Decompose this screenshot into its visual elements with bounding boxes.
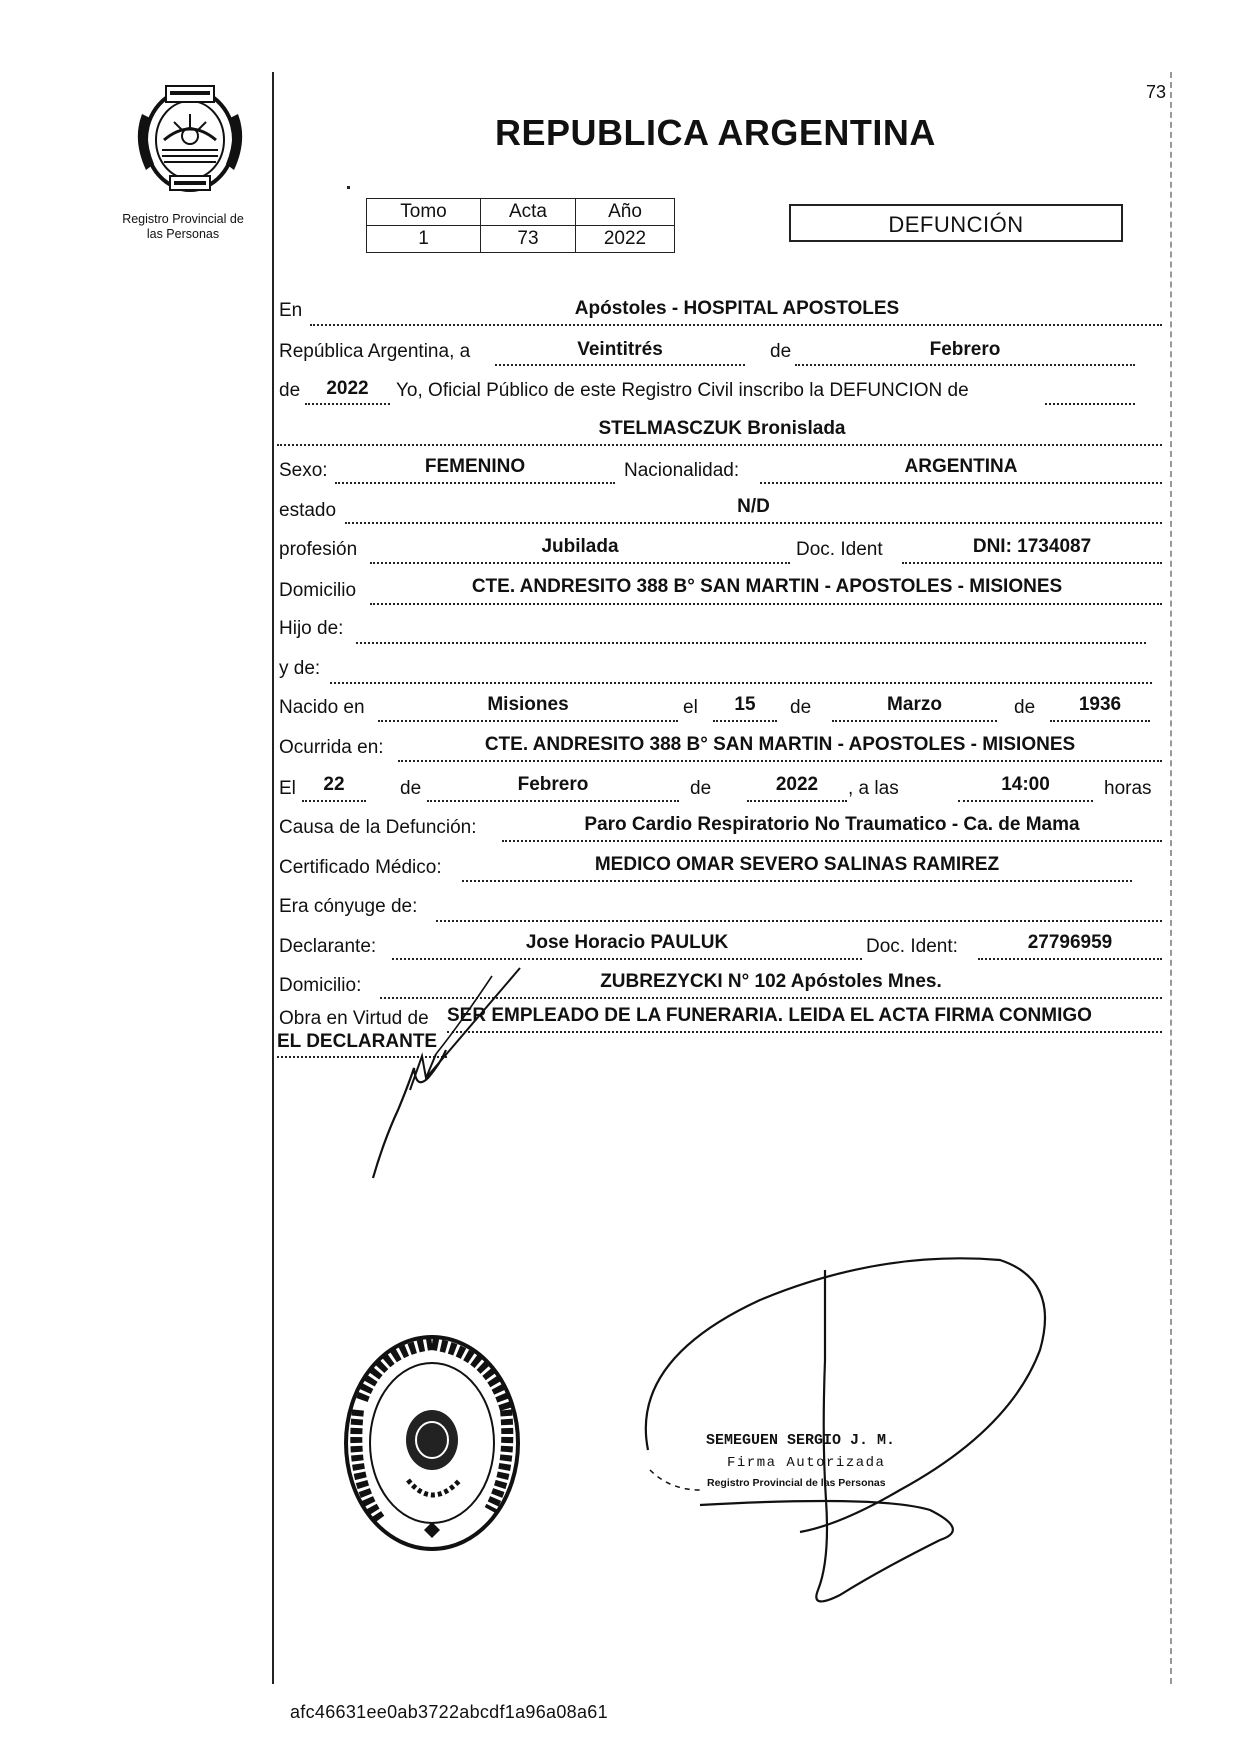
dotted-line <box>902 562 1162 564</box>
dotted-line <box>447 1031 1162 1033</box>
value-day-text: Veintitrés <box>577 339 663 360</box>
registry-caption <box>108 212 258 242</box>
value-profesion: Jubilada <box>541 536 619 557</box>
value-def-hora: 14:00 <box>1001 774 1050 795</box>
value-obra-line1: SER EMPLEADO DE LA FUNERARIA. LEIDA EL ACTA FIRMA CONMIGO <box>447 1005 1092 1026</box>
label-y-de: y de: <box>279 658 321 679</box>
dotted-line <box>330 682 1152 684</box>
official-stamp <box>340 1330 524 1556</box>
value-nacido-lugar: Misiones <box>487 694 569 715</box>
dotted-line <box>495 364 745 366</box>
label-en: En <box>279 300 303 321</box>
value-ocurrida: CTE. ANDRESITO 388 B° SAN MARTIN - APOSTOLES - MISIONES <box>484 734 1076 755</box>
label-domicilio: Domicilio: <box>279 975 362 996</box>
value-year: 2022 <box>326 378 369 399</box>
value-nacido-mes: Marzo <box>887 694 942 715</box>
left-margin-line <box>272 72 274 1684</box>
label-de: de <box>400 778 422 799</box>
dotted-line <box>1045 403 1135 405</box>
dotted-line <box>398 760 1162 762</box>
label-nacionalidad: Nacionalidad: <box>624 460 740 481</box>
dotted-line <box>310 324 1162 326</box>
value-sexo: FEMENINO <box>424 456 526 477</box>
label-certificado: Certificado Médico: <box>279 857 442 878</box>
dotted-line <box>356 642 1146 644</box>
record-header-acta: Acta <box>481 199 576 226</box>
dotted-line <box>713 720 777 722</box>
dotted-line <box>832 720 997 722</box>
label-de: de <box>1014 697 1036 718</box>
registry-caption-line2: las Personas <box>146 227 220 241</box>
label-de: de <box>790 697 812 718</box>
value-def-anio: 2022 <box>775 774 819 795</box>
label-causa: Causa de la Defunción: <box>279 817 477 838</box>
signatory-name: SEMEGUEN SERGIO J. M. <box>706 1432 896 1449</box>
label-horas: horas <box>1104 778 1152 799</box>
right-margin-line <box>1170 72 1172 1684</box>
record-header-tomo: Tomo <box>367 199 481 226</box>
value-place: Apóstoles - HOSPITAL APOSTOLES <box>574 298 900 319</box>
dotted-line <box>305 403 390 405</box>
dotted-line <box>427 800 679 802</box>
label-de: de <box>770 341 792 362</box>
dotted-line <box>502 840 1162 842</box>
label-profesion: profesión <box>279 539 358 560</box>
value-domicilio: CTE. ANDRESITO 388 B° SAN MARTIN - APOSTOLES - MISIONES <box>471 576 1063 597</box>
page-number: 73 <box>1146 82 1167 102</box>
dotted-line <box>1050 720 1150 722</box>
value-declarante-doc: 27796959 <box>1027 932 1113 953</box>
value-estado: N/D <box>737 496 770 517</box>
label-inscribo: Yo, Oficial Público de este Registro Civil inscribo la DEFUNCION de <box>396 380 969 401</box>
label-doc-ident: Doc. Ident: <box>866 936 958 957</box>
value-def-dia: 22 <box>323 774 345 795</box>
label-sexo: Sexo: <box>279 460 328 481</box>
document-title: REPUBLICA ARGENTINA <box>495 112 936 153</box>
record-type-box: DEFUNCIÓN <box>789 204 1123 242</box>
dotted-line <box>378 720 678 722</box>
label-hijo-de: Hijo de: <box>279 618 344 639</box>
record-header-anio: Año <box>576 199 675 226</box>
label-nacido-en: Nacido en <box>279 697 365 718</box>
dotted-line <box>277 444 1162 446</box>
value-declarante-domicilio: ZUBREZYCKI N° 102 Apóstoles Mnes. <box>600 971 942 992</box>
dotted-line <box>335 482 615 484</box>
declarante-signature <box>370 960 540 1190</box>
record-value-acta: 73 <box>481 226 576 253</box>
authorized-signature <box>640 1240 1060 1610</box>
label-a-las: , a las <box>848 778 899 799</box>
value-month: Febrero <box>929 339 1001 360</box>
signatory-org: Registro Provincial de las Personas <box>707 1477 886 1489</box>
dotted-line <box>760 482 1162 484</box>
label-declarante: Declarante: <box>279 936 377 957</box>
document-hash: afc46631ee0ab3722abcdf1a96a08a61 <box>290 1702 608 1722</box>
label-el: el <box>683 697 698 718</box>
value-declarante: Jose Horacio PAULUK <box>525 932 729 953</box>
registry-caption-line1: Registro Provincial de <box>122 212 244 226</box>
label-de: de <box>690 778 712 799</box>
value-nacido-dia: 15 <box>734 694 756 715</box>
value-def-mes: Febrero <box>517 774 589 795</box>
record-table <box>366 198 675 253</box>
dotted-line <box>462 880 1132 882</box>
record-value-tomo: 1 <box>367 226 481 253</box>
label-doc-ident: Doc. Ident <box>796 539 883 560</box>
signatory-role: Firma Autorizada <box>727 1455 886 1471</box>
dotted-line <box>795 364 1135 366</box>
dotted-line <box>436 920 1162 922</box>
label-domicilio: Domicilio <box>279 580 357 601</box>
value-obra-line2: EL DECLARANTE <box>277 1031 438 1052</box>
dotted-line <box>302 800 366 802</box>
dotted-line <box>370 562 790 564</box>
label-republica: República Argentina, a <box>279 341 471 362</box>
value-certificado: MEDICO OMAR SEVERO SALINAS RAMIREZ <box>594 854 1000 875</box>
title-mark <box>347 186 350 189</box>
label-ocurrida-en: Ocurrida en: <box>279 737 384 758</box>
value-nacionalidad: ARGENTINA <box>904 456 1018 477</box>
label-de: de <box>279 380 301 401</box>
value-doc: DNI: 1734087 <box>972 536 1092 557</box>
label-el: El <box>279 778 296 799</box>
label-obra: Obra en Virtud de <box>279 1008 429 1029</box>
dotted-line <box>370 603 1162 605</box>
value-nacido-anio: 1936 <box>1078 694 1122 715</box>
record-value-anio: 2022 <box>576 226 675 253</box>
value-causa: Paro Cardio Respiratorio No Traumatico - Ca. de Mama <box>584 814 1080 835</box>
label-estado: estado <box>279 500 337 521</box>
dotted-line <box>958 800 1093 802</box>
dotted-line <box>345 522 1162 524</box>
dotted-line <box>747 800 847 802</box>
provincial-seal-logo <box>128 84 252 194</box>
value-deceased-name: STELMASCZUK Bronislada <box>598 418 846 439</box>
label-conyuge: Era cónyuge de: <box>279 896 418 917</box>
dotted-line <box>978 958 1162 960</box>
